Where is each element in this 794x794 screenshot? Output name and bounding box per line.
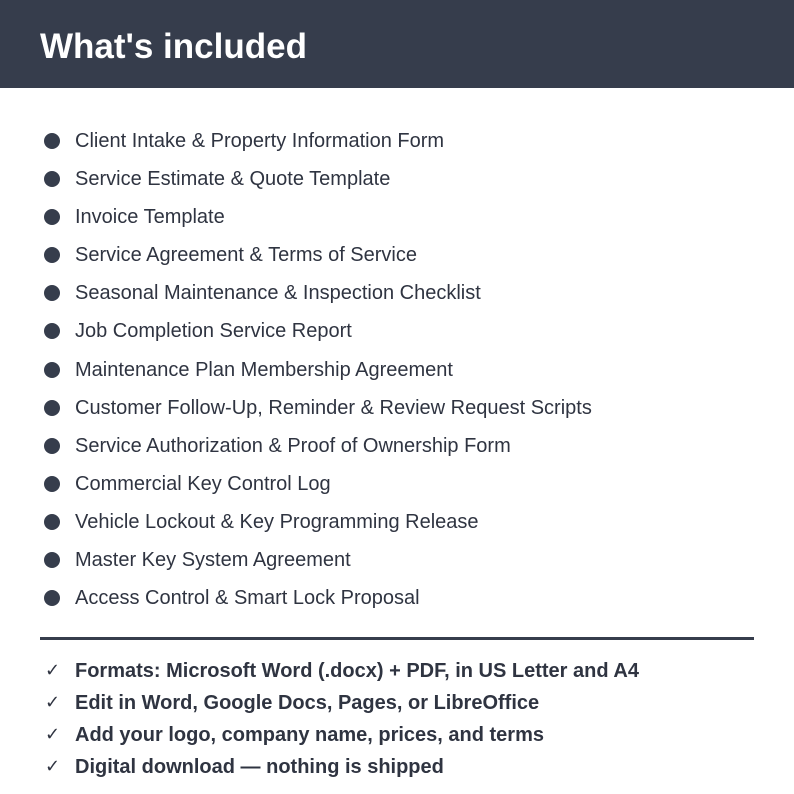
list-item	[0, 198, 794, 236]
feature-label: Digital download — nothing is shipped	[75, 756, 444, 778]
list-item	[0, 579, 794, 617]
list-item-label: Job Completion Service Report	[75, 320, 352, 343]
page-title: What's included	[40, 27, 307, 66]
checkmark-icon: ✓	[45, 756, 61, 777]
header-banner	[0, 0, 794, 88]
list-item	[0, 427, 794, 465]
feature-item	[0, 656, 794, 688]
list-item-label: Service Estimate & Quote Template	[75, 168, 391, 191]
list-item-label: Client Intake & Property Information Form	[75, 130, 445, 152]
list-item	[0, 503, 794, 541]
list-item	[0, 389, 794, 427]
bullet-icon	[44, 476, 60, 492]
feature-item	[0, 752, 794, 784]
list-item	[0, 236, 794, 274]
list-item	[0, 160, 794, 198]
list-item	[0, 541, 794, 579]
bullet-icon	[44, 590, 60, 606]
list-item-label: Service Agreement & Terms of Service	[75, 244, 417, 267]
list-item-label: Commercial Key Control Log	[75, 472, 331, 495]
list-item-label: Service Authorization & Proof of Ownership Form	[75, 434, 511, 457]
bullet-icon	[44, 362, 60, 378]
list-item-label: Seasonal Maintenance & Inspection Checklist	[75, 282, 481, 305]
bullet-icon	[44, 323, 60, 339]
feature-label: Formats: Microsoft Word (.docx) + PDF, in US Letter and A4	[75, 660, 639, 682]
feature-label: Edit in Word, Google Docs, Pages, or LibreOffice	[75, 692, 540, 714]
features-list	[0, 656, 794, 784]
list-item-label: Vehicle Lockout & Key Programming Release	[75, 510, 479, 533]
included-items-list	[0, 122, 794, 617]
list-item	[0, 312, 794, 350]
feature-item	[0, 688, 794, 720]
checkmark-icon: ✓	[45, 692, 61, 713]
checkmark-icon: ✓	[45, 660, 61, 681]
feature-item	[0, 720, 794, 752]
list-item-label: Invoice Template	[75, 206, 225, 229]
list-item-label: Access Control & Smart Lock Proposal	[75, 587, 420, 610]
feature-label: Add your logo, company name, prices, and terms	[75, 724, 544, 746]
list-item	[0, 465, 794, 503]
bullet-icon	[44, 247, 60, 263]
list-item-label: Maintenance Plan Membership Agreement	[75, 358, 453, 381]
list-item-label: Master Key System Agreement	[75, 549, 351, 572]
bullet-icon	[44, 400, 60, 416]
bullet-icon	[44, 285, 60, 301]
bullet-icon	[44, 171, 60, 187]
bullet-icon	[44, 438, 60, 454]
bullet-icon	[44, 133, 60, 149]
checkmark-icon: ✓	[45, 724, 61, 745]
list-item-label: Customer Follow-Up, Reminder & Review Request Scripts	[75, 396, 592, 419]
bullet-icon	[44, 552, 60, 568]
bullet-icon	[44, 209, 60, 225]
list-item	[0, 351, 794, 389]
list-item	[0, 274, 794, 312]
section-divider	[40, 637, 754, 640]
list-item	[0, 122, 794, 160]
bullet-icon	[44, 514, 60, 530]
